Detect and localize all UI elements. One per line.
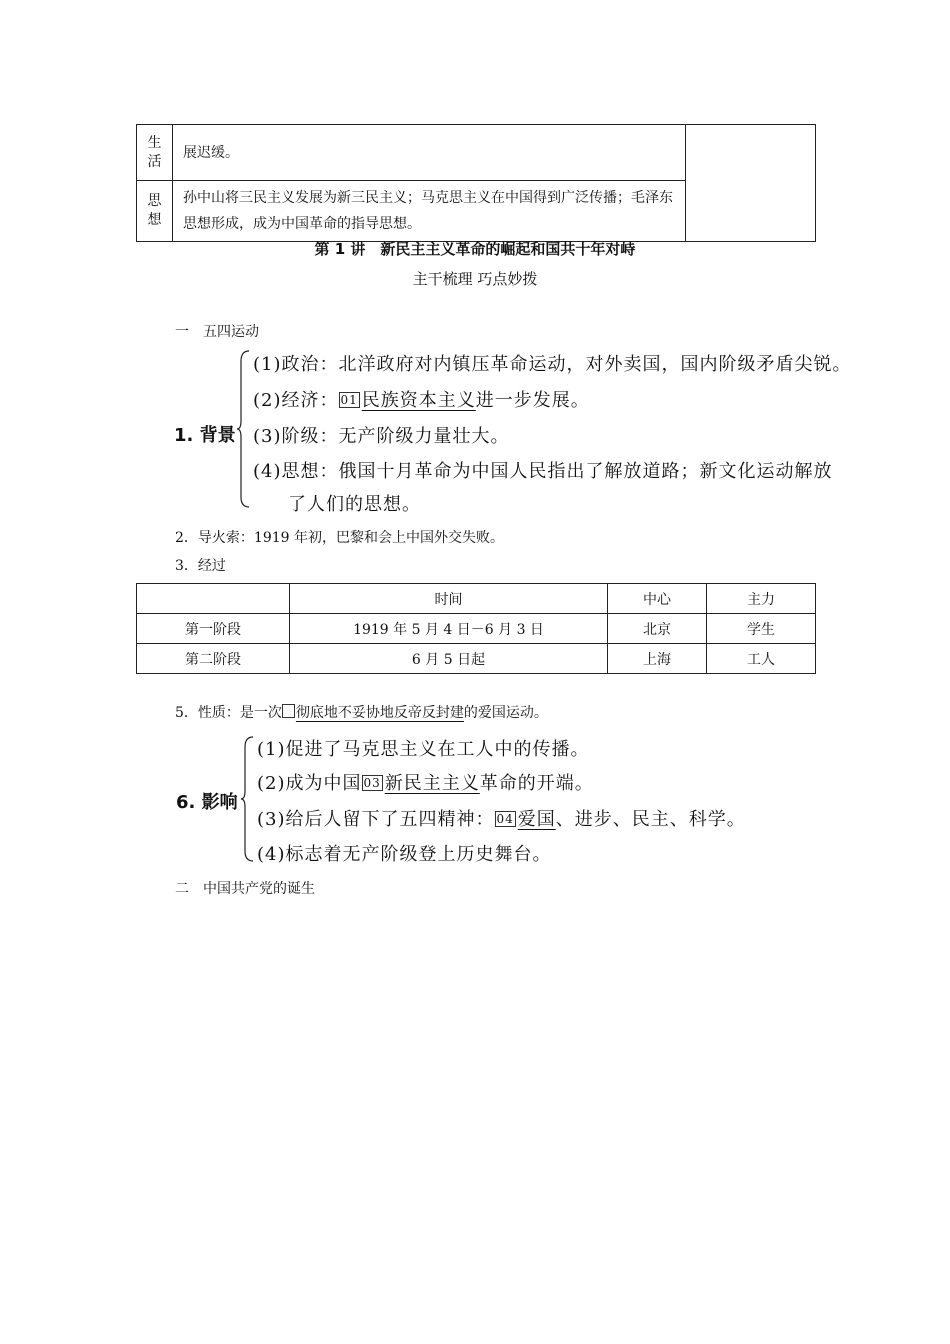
table-cell: 第二阶段 bbox=[137, 644, 290, 674]
brace-icon bbox=[241, 735, 255, 863]
influence-2-highlight: 新民主主义 bbox=[384, 773, 480, 794]
table-cell: 学生 bbox=[707, 614, 816, 644]
header-main-force: 主力 bbox=[707, 584, 816, 614]
influence-label: 6. 影响 bbox=[176, 792, 238, 813]
category-life: 生 活 bbox=[147, 134, 162, 170]
table-row-category-life bbox=[137, 125, 173, 181]
influence-item-4: (4)标志着无产阶级登上历史舞台。 bbox=[257, 844, 552, 865]
header-stage bbox=[137, 584, 290, 614]
nature-highlight: 彻底地不妥协地反帝反封建 bbox=[295, 705, 464, 721]
subtitle: 主干梳理 巧点妙拨 bbox=[412, 270, 538, 288]
background-item-thought: (4)思想：俄国十月革命为中国人民指出了解放道路；新文化运动解放 bbox=[253, 461, 833, 482]
table-cell: 1919 年 5 月 4 日－6 月 3 日 bbox=[290, 614, 608, 644]
table-row-text-life bbox=[173, 125, 686, 181]
thought-text: 孙中山将三民主义发展为新三民主义；马克思主义在中国得到广泛传播；毛泽东思想形成，成为中国革命的指导思想。 bbox=[183, 190, 673, 232]
header-center: 中心 bbox=[608, 584, 707, 614]
table-cell: 工人 bbox=[707, 644, 816, 674]
blank-number-01: 01 bbox=[340, 393, 358, 407]
lesson-title: 第 1 讲 新民主主义革命的崛起和国共十年对峙 bbox=[314, 240, 636, 258]
carryover-table bbox=[136, 124, 816, 242]
background-label: 1. 背景 bbox=[174, 425, 236, 446]
economy-suffix: 进一步发展。 bbox=[475, 390, 590, 411]
nature-suffix: 的爱国运动。 bbox=[463, 705, 548, 721]
empty-cell bbox=[686, 125, 816, 242]
life-text: 展迟缓。 bbox=[183, 144, 239, 161]
influence-3-prefix: (3)给后人留下了五四精神： bbox=[257, 809, 495, 830]
section1-heading: 一 五四运动 bbox=[175, 324, 259, 340]
influence-2-suffix: 革命的开端。 bbox=[479, 773, 594, 794]
background-item-economy bbox=[253, 386, 590, 412]
table-cell: 上海 bbox=[608, 644, 707, 674]
influence-item-1: (1)促进了马克思主义在工人中的传播。 bbox=[257, 739, 590, 760]
background-item-politics: (1)政治：北洋政府对内镇压革命运动，对外卖国，国内阶级矛盾尖锐。 bbox=[253, 354, 852, 375]
influence-item-3 bbox=[257, 805, 746, 831]
influence-3-highlight: 爱国 bbox=[517, 809, 556, 830]
brace-icon bbox=[237, 349, 251, 509]
blank-number-04: 04 bbox=[496, 812, 514, 826]
section2-heading: 二 中国共产党的诞生 bbox=[175, 881, 315, 897]
blank-box-icon bbox=[282, 704, 295, 718]
header-time: 时间 bbox=[290, 584, 608, 614]
table-cell: 6 月 5 日起 bbox=[290, 644, 608, 674]
process-heading: 3．经过 bbox=[175, 558, 226, 574]
table-row-text-thought bbox=[173, 181, 686, 242]
influence-item-2 bbox=[257, 769, 594, 795]
table-row-category-thought bbox=[137, 181, 173, 242]
influence-3-suffix: 、进步、民主、科学。 bbox=[555, 809, 746, 830]
economy-highlight: 民族资本主义 bbox=[361, 390, 476, 411]
table-cell: 第一阶段 bbox=[137, 614, 290, 644]
table-row bbox=[137, 644, 816, 674]
table-row bbox=[137, 614, 816, 644]
economy-prefix: (2)经济： bbox=[253, 390, 339, 411]
blank-number-03: 03 bbox=[363, 776, 381, 790]
background-item-thought-cont: 了人们的思想。 bbox=[288, 494, 421, 515]
table-header-row bbox=[137, 584, 816, 614]
nature-line bbox=[175, 702, 548, 722]
nature-prefix: 5．性质：是一次 bbox=[175, 705, 282, 721]
fuse-line: 2．导火索：1919 年初，巴黎和会上中国外交失败。 bbox=[175, 530, 504, 546]
background-item-class: (3)阶级：无产阶级力量壮大。 bbox=[253, 426, 510, 447]
category-thought: 思 想 bbox=[147, 193, 162, 228]
process-table bbox=[136, 583, 816, 674]
table-cell: 北京 bbox=[608, 614, 707, 644]
influence-2-prefix: (2)成为中国 bbox=[257, 773, 362, 794]
